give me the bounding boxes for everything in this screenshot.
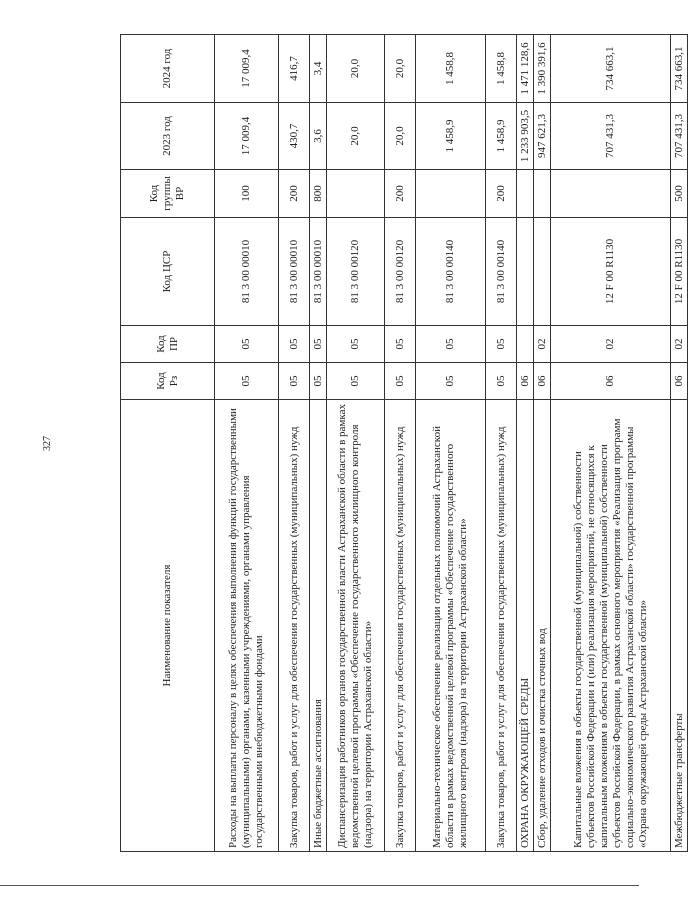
row-2024: 17 009,4 [215,35,279,103]
row-2023: 1 458,9 [416,103,486,170]
row-2024: 734 663,1 [551,35,671,103]
row-csr: 81 3 00 00140 [486,218,517,326]
row-2024: 416,7 [279,35,310,103]
table-header-row [121,35,215,852]
row-2023: 1 458,9 [486,103,517,170]
row-name: Материально-техническое обеспечение реализации отдельных полномочий Астраханской области в рамках ведомственной целевой программы «Обеспечение государственного жилищного контроля (надзора) на территории Астраханской области» [416,400,486,852]
header-csr: Код ЦСР [121,218,215,326]
page-number: 327 [42,436,53,451]
header-rz: Код Рз [121,363,215,400]
table-row [517,35,534,852]
row-rz: 05 [310,363,327,400]
row-pr: 02 [671,326,688,363]
row-csr: 81 3 00 00010 [279,218,310,326]
row-2023: 947 621,3 [534,103,551,170]
row-rz: 05 [416,363,486,400]
row-vr: 100 [215,170,279,218]
row-name: Межбюджетные трансферты [671,400,688,852]
row-rz: 05 [486,363,517,400]
row-2024: 734 663,1 [671,35,688,103]
row-name: Иные бюджетные ассигнования [310,400,327,852]
row-vr [517,170,534,218]
row-2024: 1 390 391,6 [534,35,551,103]
header-name: Наименование показателя [121,400,215,852]
header-pr: Код ПР [121,326,215,363]
row-2023: 707 431,3 [551,103,671,170]
table-row [671,35,688,852]
row-name: Сбор, удаление отходов и очистка сточных вод [534,400,551,852]
header-2024: 2024 год [121,35,215,103]
row-2023: 1 233 903,5 [517,103,534,170]
row-pr: 02 [551,326,671,363]
row-name: Расходы на выплаты персоналу в целях обеспечения выполнения функций государственными (муниципальными) органами, казенными учреждениями, органами управления государственными внебюджетными фондами [215,400,279,852]
row-pr: 05 [279,326,310,363]
row-pr: 05 [310,326,327,363]
table-row [279,35,310,852]
table-row [215,35,279,852]
row-csr: 81 3 00 00120 [385,218,416,326]
row-pr: 05 [416,326,486,363]
row-2023: 17 009,4 [215,103,279,170]
row-pr [517,326,534,363]
row-vr: 200 [486,170,517,218]
header-2023: 2023 год [121,103,215,170]
row-rz: 05 [327,363,385,400]
row-2024: 20,0 [385,35,416,103]
row-name: Закупка товаров, работ и услуг для обеспечения государственных (муниципальных) нужд [486,400,517,852]
row-vr: 200 [279,170,310,218]
row-2024: 3,4 [310,35,327,103]
header-vr: Код группы ВР [121,170,215,218]
row-csr [534,218,551,326]
row-pr: 02 [534,326,551,363]
row-rz: 05 [279,363,310,400]
row-vr [416,170,486,218]
row-csr: 81 3 00 00120 [327,218,385,326]
row-vr: 800 [310,170,327,218]
table-row [551,35,671,852]
row-2023: 430,7 [279,103,310,170]
row-vr: 500 [671,170,688,218]
table-row [416,35,486,852]
row-2024: 1 458,8 [486,35,517,103]
row-csr: 12 F 00 R1130 [671,218,688,326]
row-pr: 05 [327,326,385,363]
row-2024: 1 471 128,6 [517,35,534,103]
row-rz: 06 [671,363,688,400]
row-2023: 707 431,3 [671,103,688,170]
row-name: Капитальные вложения в объекты государственной (муниципальной) собственности субъектов Российской Федерации и (или) реализация мероприятий, не относящихся к капитальным вложениям в объекты государственной (муниципальной) собственности субъектов Российской Федерации, в рамках основного мероприятия «Реализация программ социально-экономического развития Астраханской области» государственной программы «Охрана окружающей среды Астраханской области» [551,400,671,852]
row-pr: 05 [215,326,279,363]
row-name: Закупка товаров, работ и услуг для обеспечения государственных (муниципальных) нужд [385,400,416,852]
table-row [486,35,517,852]
row-csr: 81 3 00 00010 [310,218,327,326]
row-2023: 20,0 [327,103,385,170]
row-csr: 81 3 00 00010 [215,218,279,326]
table-row [385,35,416,852]
row-pr: 05 [385,326,416,363]
row-csr: 81 3 00 00140 [416,218,486,326]
row-vr: 200 [385,170,416,218]
row-rz: 06 [551,363,671,400]
row-vr [327,170,385,218]
row-2023: 3,6 [310,103,327,170]
row-name: ОХРАНА ОКРУЖАЮЩЕЙ СРЕДЫ [517,400,534,852]
row-name: Диспансеризация работников органов государственной власти Астраханской области в рамках ведомственной целевой программы «Обеспечение государственного жилищного контроля (надзора) на территории Астраханской области» [327,400,385,852]
row-vr [534,170,551,218]
table-row [534,35,551,852]
row-vr [551,170,671,218]
row-2023: 20,0 [385,103,416,170]
table-row [310,35,327,852]
row-csr [517,218,534,326]
row-name: Закупка товаров, работ и услуг для обеспечения государственных (муниципальных) нужд [279,400,310,852]
row-pr: 05 [486,326,517,363]
row-rz: 05 [385,363,416,400]
row-rz: 06 [517,363,534,400]
row-rz: 06 [534,363,551,400]
row-csr: 12 F 00 R1130 [551,218,671,326]
bottom-scan-rule [0,885,639,886]
table-row [327,35,385,852]
row-2024: 1 458,8 [416,35,486,103]
budget-table [120,34,688,852]
budget-table-sheet [120,35,685,852]
row-rz: 05 [215,363,279,400]
row-2024: 20,0 [327,35,385,103]
